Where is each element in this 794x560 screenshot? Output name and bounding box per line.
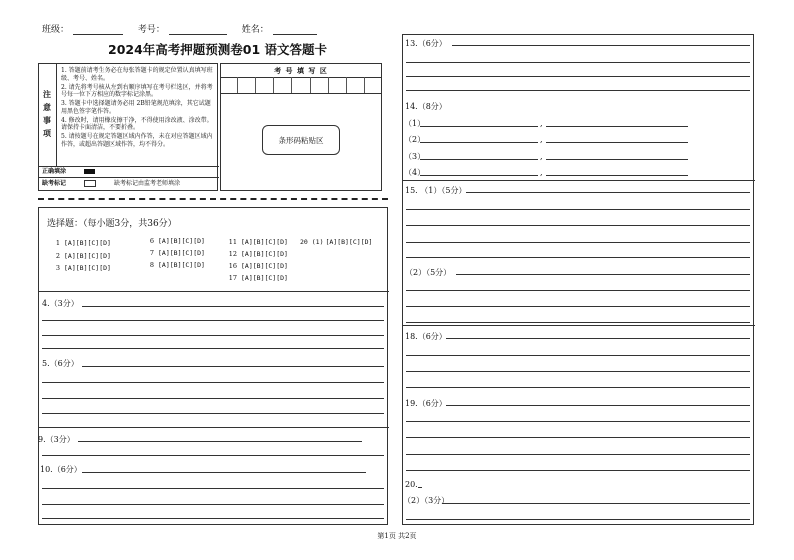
mcq-title: 选择题：（每小题3分，共36分） <box>47 219 177 229</box>
answer-line[interactable] <box>406 90 750 91</box>
q14-item-label: （3） <box>404 152 426 161</box>
mcq-question[interactable]: 16 [A][B][C][D] <box>228 262 288 270</box>
answer-line[interactable] <box>42 382 384 383</box>
mcq-question[interactable]: 1 [A][B][C][D] <box>55 239 111 247</box>
absent-note: 缺考标记由监考老师填涂 <box>114 180 181 187</box>
class-label: 班级： <box>42 25 70 35</box>
q14-item-label: （2） <box>404 135 426 144</box>
answer-line[interactable] <box>446 405 750 406</box>
exam-number-title: 考 号 填 写 区 <box>274 66 328 75</box>
page-title: 2024年高考押题预测卷01 语文答题卡 <box>108 42 328 57</box>
answer-line[interactable] <box>42 504 384 505</box>
answer-line[interactable] <box>406 470 750 471</box>
cut-line <box>38 198 388 200</box>
answer-line[interactable] <box>42 488 384 489</box>
q15-2-label: （2）（5分） <box>405 268 452 277</box>
answer-line[interactable] <box>42 413 384 414</box>
answer-line[interactable] <box>420 159 538 160</box>
mcq-question[interactable]: 8 [A][B][C][D] <box>149 261 205 269</box>
answer-line[interactable] <box>406 62 750 63</box>
mcq-question[interactable]: 7 [A][B][C][D] <box>149 249 205 257</box>
q14-item-label: （1） <box>404 119 426 128</box>
divider <box>402 325 755 326</box>
answer-line[interactable] <box>546 175 688 176</box>
answer-line[interactable] <box>406 387 750 388</box>
answer-line[interactable] <box>456 274 750 275</box>
answer-line[interactable] <box>406 322 750 323</box>
answer-line[interactable] <box>42 320 384 321</box>
answer-line[interactable] <box>546 159 688 160</box>
barcode-area <box>262 125 340 155</box>
class-field[interactable] <box>73 27 123 35</box>
answer-line[interactable] <box>546 142 688 143</box>
answer-line[interactable] <box>78 441 362 442</box>
answer-line[interactable] <box>452 45 750 46</box>
page-number: 第1页 共2页 <box>377 532 417 540</box>
answer-line[interactable] <box>82 306 384 307</box>
mcq-question[interactable]: 12 [A][B][C][D] <box>228 250 288 258</box>
answer-line[interactable] <box>418 487 422 488</box>
notice-item: 2. 请先将考号核从左到右顺序填写在考号栏选区，并将考号每一位下方相应的数字标记涂黑。 <box>61 83 213 98</box>
q14-label: 14.（8分） <box>405 102 447 111</box>
name-label: 姓名： <box>241 25 269 35</box>
q4-label: 4.（3分） <box>42 299 79 308</box>
q20-2-label: （2）（3分） <box>403 496 450 505</box>
correct-fill-label: 正确填涂 <box>42 168 67 175</box>
answer-line[interactable] <box>82 366 384 367</box>
mcq-question[interactable]: 3 [A][B][C][D] <box>55 264 111 272</box>
answer-line[interactable] <box>406 454 750 455</box>
answer-line[interactable] <box>406 355 750 356</box>
answer-line[interactable] <box>442 503 750 504</box>
answer-line[interactable] <box>420 126 538 127</box>
divider <box>38 291 389 292</box>
mcq-question[interactable]: 17 [A][B][C][D] <box>228 274 288 282</box>
absent-label: 缺考标记 <box>42 180 67 187</box>
divider <box>38 166 219 167</box>
notice-item: 4. 修改时，请用橡皮擦干净，不得使用涂改液、涂改带。请保持卡面清洁，不要折叠。 <box>61 116 213 131</box>
answer-line[interactable] <box>420 175 538 176</box>
notice-side-label: 注意事项 <box>43 89 51 138</box>
mcq-question[interactable]: 2 [A][B][C][D] <box>55 252 111 260</box>
q14-item-label: （4） <box>404 168 426 177</box>
answer-line[interactable] <box>406 421 750 422</box>
answer-line[interactable] <box>42 348 384 349</box>
answer-line[interactable] <box>42 455 384 456</box>
mcq-question[interactable]: 6 [A][B][C][D] <box>149 237 205 245</box>
divider <box>38 427 389 428</box>
q19-label: 19.（6分） <box>405 399 447 408</box>
q15-1-label: 15. （1）（5分） <box>405 186 467 195</box>
answer-line[interactable] <box>406 519 750 520</box>
answer-line[interactable] <box>406 257 750 258</box>
answer-line[interactable] <box>406 76 750 77</box>
divider <box>402 180 755 181</box>
q5-label: 5.（6分） <box>42 359 79 368</box>
header-info-row <box>42 22 321 35</box>
mcq-question[interactable]: 20 (1) [A][B][C][D] <box>300 238 373 246</box>
q18-label: 18.（6分） <box>405 332 447 341</box>
answer-line[interactable] <box>406 242 750 243</box>
notice-items <box>61 67 215 148</box>
answer-line[interactable] <box>42 335 384 336</box>
notice-item: 5. 请按题号在规定答题区域内作答，未在对应答题区域内作答，或超出答题区域作答，均不得分。 <box>61 133 213 148</box>
exam-number-digit-row[interactable] <box>220 77 382 94</box>
exam-no-label: 考号： <box>137 25 165 35</box>
answer-line[interactable] <box>406 290 750 291</box>
divider <box>38 177 219 178</box>
q13-label: 13.（6分） <box>405 39 447 48</box>
answer-line[interactable] <box>406 371 750 372</box>
answer-line[interactable] <box>406 306 750 307</box>
absent-mark-box[interactable] <box>84 180 96 187</box>
notice-item: 3. 答题卡中选择题请务必用 2B铅笔规范填涂，其它试题用黑色签字笔作答。 <box>61 100 211 115</box>
answer-line[interactable] <box>406 209 750 210</box>
answer-line[interactable] <box>406 437 750 438</box>
q20-label: 20. <box>405 480 418 489</box>
answer-line[interactable] <box>546 126 688 127</box>
answer-line[interactable] <box>42 398 384 399</box>
answer-line[interactable] <box>420 142 538 143</box>
right-answer-panel <box>402 34 754 525</box>
q9-label: 9.（3分） <box>38 435 75 444</box>
answer-line[interactable] <box>446 338 750 339</box>
q10-label: 10.（6分） <box>40 465 82 474</box>
answer-line[interactable] <box>466 192 750 193</box>
mcq-question[interactable]: 11 [A][B][C][D] <box>228 238 288 246</box>
correct-fill-sample <box>84 169 95 174</box>
answer-line[interactable] <box>42 518 384 519</box>
barcode-label: 条形码粘贴区 <box>278 135 324 145</box>
notice-item: 1. 答题前请考生务必在每张答题卡的规定位置认真填写班级、考号、姓名。 <box>61 67 213 82</box>
exam-no-field[interactable] <box>169 27 227 35</box>
answer-line[interactable] <box>406 225 750 226</box>
name-field[interactable] <box>273 27 317 35</box>
answer-line[interactable] <box>82 472 366 473</box>
